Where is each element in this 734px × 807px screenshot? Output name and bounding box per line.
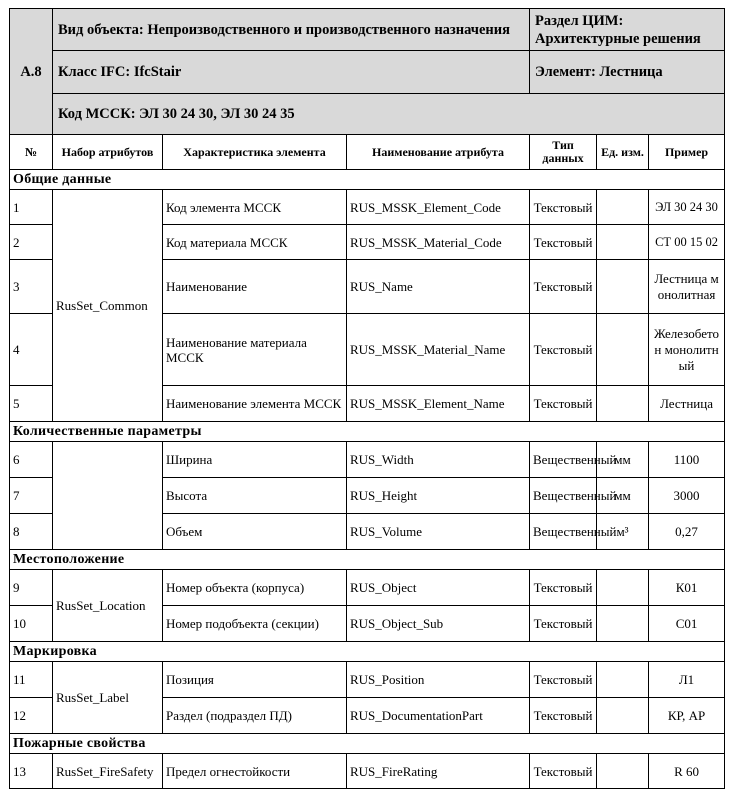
- table-row: [10, 754, 725, 789]
- example: ЭЛ 30 24 30: [649, 190, 725, 225]
- row-number: 5: [10, 386, 53, 422]
- unit: [597, 386, 649, 422]
- table-row: [10, 662, 725, 698]
- row-number: 8: [10, 514, 53, 550]
- characteristic: Высота: [163, 478, 347, 514]
- row-number: 2: [10, 225, 53, 260]
- attribute-name: RUS_Name: [347, 260, 530, 314]
- table-id: А.8: [10, 9, 53, 135]
- characteristic: Объем: [163, 514, 347, 550]
- data-type: Текстовый: [530, 190, 597, 225]
- unit: [597, 698, 649, 734]
- unit: [597, 662, 649, 698]
- table-row: [10, 190, 725, 225]
- table-row: [10, 442, 725, 478]
- example: СТ 00 15 02: [649, 225, 725, 260]
- col-data-type: Тип данных: [530, 135, 597, 170]
- attribute-table: [9, 8, 725, 789]
- data-type: Вещественный: [530, 478, 597, 514]
- attribute-set-empty: [53, 442, 163, 550]
- data-type: Текстовый: [530, 570, 597, 606]
- attribute-set: RusSet_Location: [53, 570, 163, 642]
- example: Л1: [649, 662, 725, 698]
- unit: мм: [597, 478, 649, 514]
- example: С01: [649, 606, 725, 642]
- row-number: 6: [10, 442, 53, 478]
- row-number: 10: [10, 606, 53, 642]
- row-number: 9: [10, 570, 53, 606]
- attribute-name: RUS_Volume: [347, 514, 530, 550]
- unit: [597, 570, 649, 606]
- unit: м³: [597, 514, 649, 550]
- unit: [597, 606, 649, 642]
- col-attribute-name: Наименование атрибута: [347, 135, 530, 170]
- characteristic: Позиция: [163, 662, 347, 698]
- data-type: Вещественный: [530, 514, 597, 550]
- example: К01: [649, 570, 725, 606]
- col-attribute-set: Набор атрибутов: [53, 135, 163, 170]
- row-number: 12: [10, 698, 53, 734]
- mssk-code: Код МССК: ЭЛ 30 24 30, ЭЛ 30 24 35: [53, 94, 725, 135]
- attribute-name: RUS_Object: [347, 570, 530, 606]
- attribute-name: RUS_MSSK_Element_Name: [347, 386, 530, 422]
- object-type: Вид объекта: Непроизводственного и производственного назначения: [53, 9, 530, 51]
- col-example: Пример: [649, 135, 725, 170]
- data-type: Текстовый: [530, 606, 597, 642]
- col-number: №: [10, 135, 53, 170]
- unit: [597, 754, 649, 789]
- section-quantity: Количественные параметры: [10, 422, 725, 442]
- table-row: [10, 570, 725, 606]
- characteristic: Номер объекта (корпуса): [163, 570, 347, 606]
- section-marking: Маркировка: [10, 642, 725, 662]
- data-type: Текстовый: [530, 225, 597, 260]
- attribute-name: RUS_MSSK_Material_Name: [347, 314, 530, 386]
- unit: [597, 190, 649, 225]
- characteristic: Номер подобъекта (секции): [163, 606, 347, 642]
- attribute-name: RUS_Height: [347, 478, 530, 514]
- unit: [597, 225, 649, 260]
- characteristic: Код материала МССК: [163, 225, 347, 260]
- unit: мм: [597, 442, 649, 478]
- example: Лестница: [649, 386, 725, 422]
- row-number: 13: [10, 754, 53, 789]
- ifc-class: Класс IFC: IfcStair: [53, 51, 530, 94]
- characteristic: Предел огнестойкости: [163, 754, 347, 789]
- data-type: Текстовый: [530, 386, 597, 422]
- col-characteristic: Характеристика элемента: [163, 135, 347, 170]
- attribute-set: RusSet_FireSafety: [53, 754, 163, 789]
- attribute-set: RusSet_Label: [53, 662, 163, 734]
- row-number: 3: [10, 260, 53, 314]
- data-type: Текстовый: [530, 754, 597, 789]
- characteristic: Наименование: [163, 260, 347, 314]
- example: 3000: [649, 478, 725, 514]
- example: R 60: [649, 754, 725, 789]
- unit: [597, 260, 649, 314]
- characteristic: Наименование элемента МССК: [163, 386, 347, 422]
- section-location: Местоположение: [10, 550, 725, 570]
- attribute-set: RusSet_Common: [53, 190, 163, 422]
- characteristic: Наименование материала МССК: [163, 314, 347, 386]
- example: КР, АР: [649, 698, 725, 734]
- example: 1100: [649, 442, 725, 478]
- section-fire: Пожарные свойства: [10, 734, 725, 754]
- data-type: Текстовый: [530, 260, 597, 314]
- attribute-name: RUS_DocumentationPart: [347, 698, 530, 734]
- data-type: Текстовый: [530, 314, 597, 386]
- column-header-row: [10, 135, 725, 170]
- row-number: 11: [10, 662, 53, 698]
- example: 0,27: [649, 514, 725, 550]
- row-number: 1: [10, 190, 53, 225]
- attribute-name: RUS_MSSK_Element_Code: [347, 190, 530, 225]
- attribute-name: RUS_Position: [347, 662, 530, 698]
- section-common: Общие данные: [10, 170, 725, 190]
- data-type: Вещественный: [530, 442, 597, 478]
- row-number: 7: [10, 478, 53, 514]
- bim-section: Раздел ЦИМ: Архитектурные решения: [530, 9, 725, 51]
- attribute-name: RUS_Object_Sub: [347, 606, 530, 642]
- element-name: Элемент: Лестница: [530, 51, 725, 94]
- characteristic: Код элемента МССК: [163, 190, 347, 225]
- attribute-name: RUS_MSSK_Material_Code: [347, 225, 530, 260]
- data-type: Текстовый: [530, 698, 597, 734]
- col-unit: Ед. изм.: [597, 135, 649, 170]
- attribute-name: RUS_FireRating: [347, 754, 530, 789]
- unit: [597, 314, 649, 386]
- attribute-name: RUS_Width: [347, 442, 530, 478]
- example: Железобетон монолитный: [649, 314, 725, 386]
- data-type: Текстовый: [530, 662, 597, 698]
- characteristic: Раздел (подраздел ПД): [163, 698, 347, 734]
- characteristic: Ширина: [163, 442, 347, 478]
- example: Лестница монолитная: [649, 260, 725, 314]
- row-number: 4: [10, 314, 53, 386]
